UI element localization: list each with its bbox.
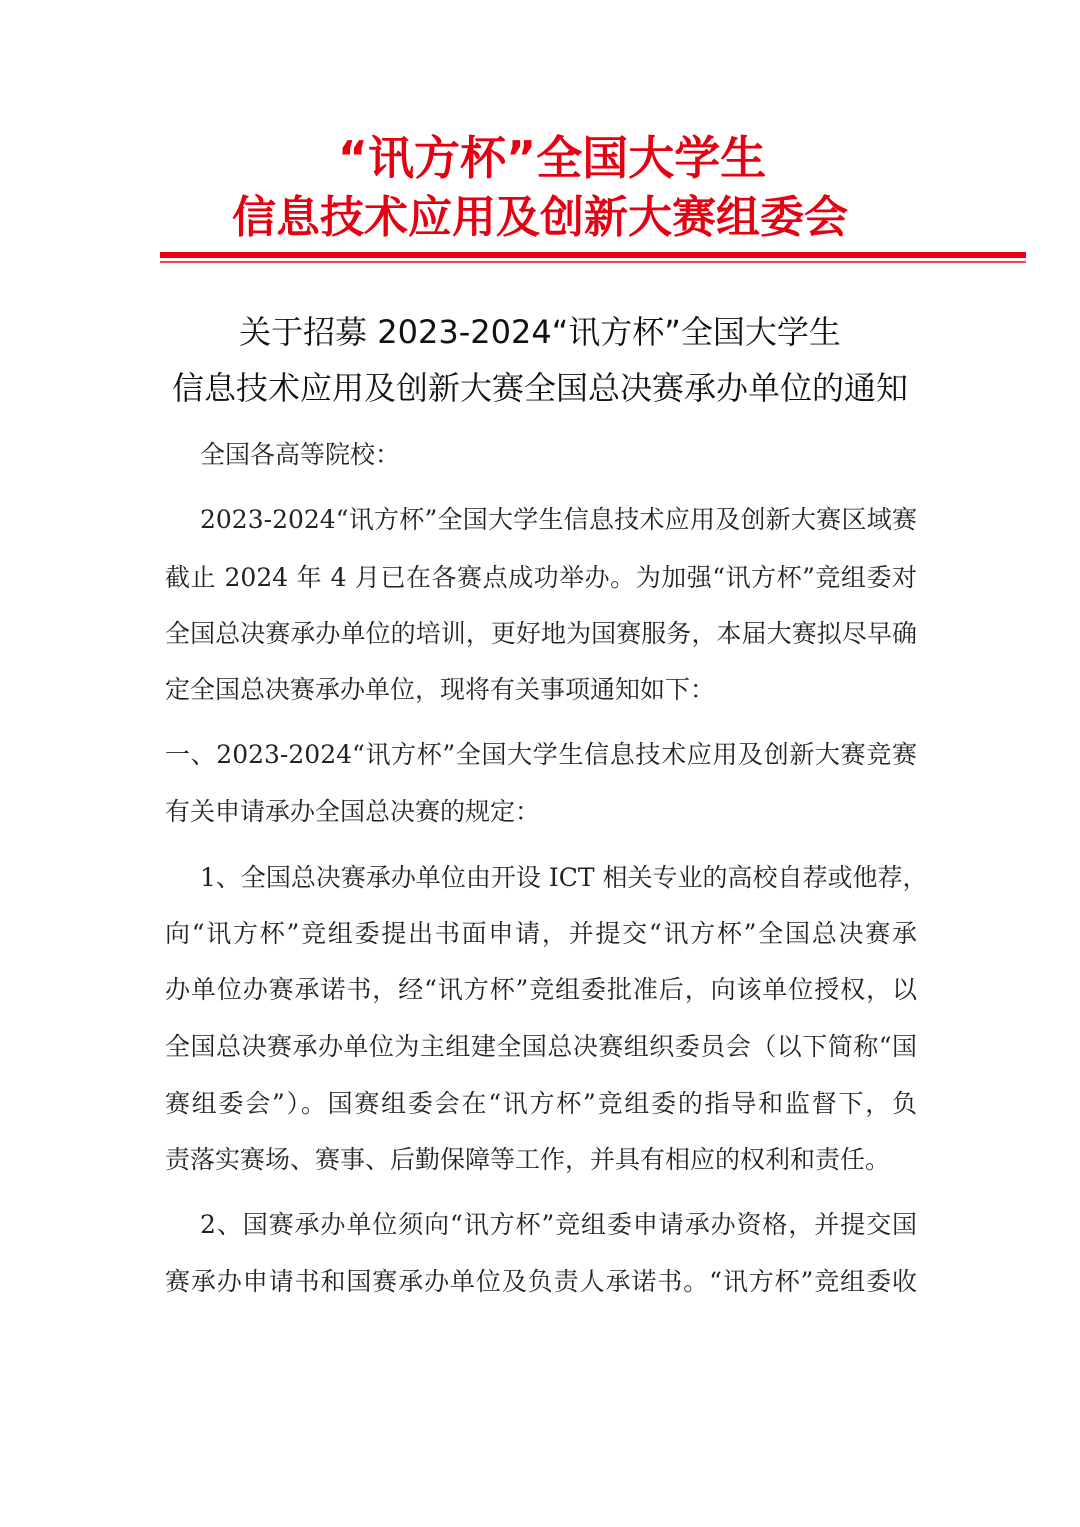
paragraph-line: 定全国总决赛承办单位，现将有关事项通知如下：: [165, 675, 716, 704]
paragraph-line: 全国总决赛承办单位的培训，更好地为国赛服务，本届大赛拟尽早确: [165, 619, 917, 648]
paragraph-line: 赛承办申请书和国赛承办单位及负责人承诺书。“讯方杯”竞组委收: [165, 1267, 917, 1296]
paragraph-line: 2、国赛承办单位须向“讯方杯”竞组委申请承办资格，并提交国: [200, 1210, 917, 1239]
notice-title-line-2: 信息技术应用及创新大赛全国总决赛承办单位的通知: [171, 369, 908, 407]
section-heading-line: 有关申请承办全国总决赛的规定：: [165, 797, 541, 826]
masthead-title-line-2: 信息技术应用及创新大赛组委会: [232, 192, 848, 243]
masthead-title-line-1: “讯方杯”全国大学生: [337, 131, 767, 185]
paragraph-line: 1、全国总决赛承办单位由开设 ICT 相关专业的高校自荐或他荐，: [200, 863, 928, 892]
notice-title-line-1: 关于招募 2023-2024“讯方杯”全国大学生: [239, 313, 841, 351]
paragraph-line: 赛组委会”）。国赛组委会在“讯方杯”竞组委的指导和监督下，负: [165, 1089, 917, 1118]
section-heading-line: 一、2023-2024“讯方杯”全国大学生信息技术应用及创新大赛竞赛: [165, 740, 917, 769]
paragraph-line: 截止 2024 年 4 月已在各赛点成功举办。为加强“讯方杯”竞组委对: [165, 563, 917, 592]
paragraph-line: 2023-2024“讯方杯”全国大学生信息技术应用及创新大赛区域赛: [200, 505, 917, 534]
paragraph-line: 办单位办赛承诺书，经“讯方杯”竞组委批准后，向该单位授权，以: [165, 975, 917, 1004]
paragraph-line: 全国总决赛承办单位为主组建全国总决赛组织委员会（以下简称“国: [165, 1032, 917, 1061]
salutation: 全国各高等院校：: [200, 440, 401, 469]
masthead-red-rule-thick: [160, 252, 1026, 258]
masthead-red-rule-thin: [160, 261, 1026, 263]
paragraph-line: 向“讯方杯”竞组委提出书面申请，并提交“讯方杯”全国总决赛承: [165, 919, 917, 948]
paragraph-line: 责落实赛场、赛事、后勤保障等工作，并具有相应的权利和责任。: [165, 1145, 891, 1174]
